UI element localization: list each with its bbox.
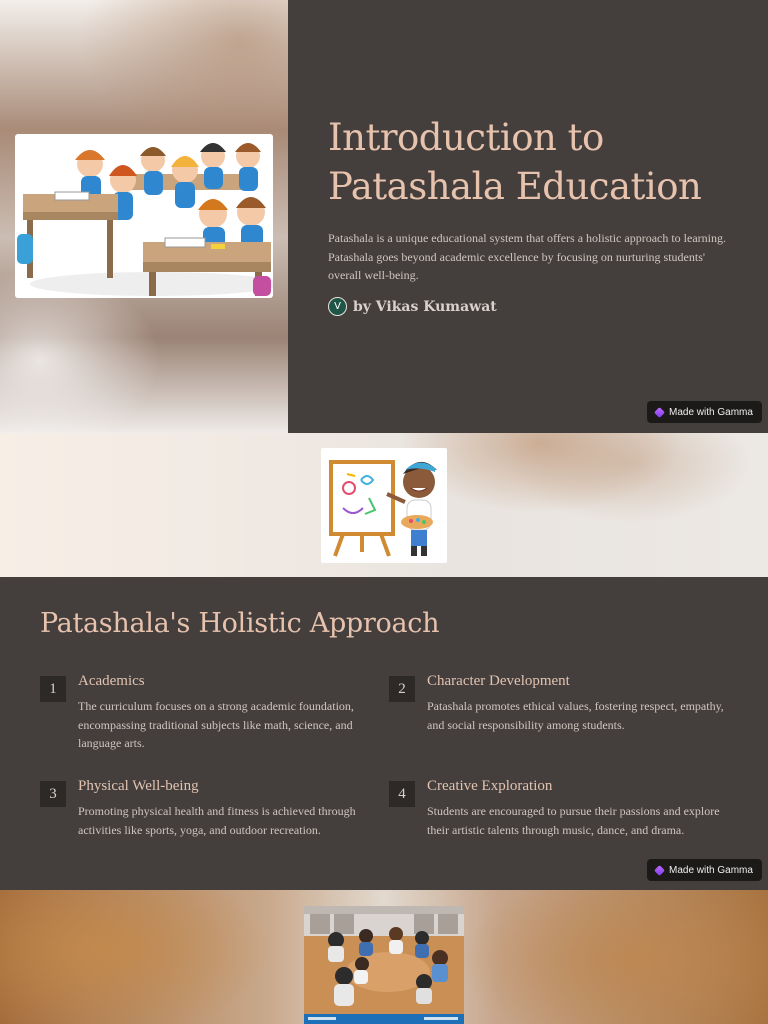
item-number: 3 [40, 781, 66, 807]
intro-side-panel [0, 0, 288, 433]
item-number: 1 [40, 676, 66, 702]
child-painting-easel-illustration [321, 448, 447, 563]
intro-description: Patashala is a unique educational system that offers a holistic approach to learning. Patashala goes beyond academic excellence by focusing on nurturing students' overall well-being. [328, 231, 726, 282]
children-sitting-circle-photo [304, 906, 464, 1024]
item-number: 2 [389, 676, 415, 702]
item-title: Creative Exploration [427, 778, 553, 794]
author-avatar: V [328, 297, 347, 316]
gamma-logo-icon [654, 407, 665, 418]
item-title: Character Development [427, 673, 570, 689]
gamma-logo-icon [654, 865, 665, 876]
slide-holistic-approach [0, 577, 768, 890]
item-number: 4 [389, 781, 415, 807]
approach-title: Patashala's Holistic Approach [40, 608, 440, 639]
item-title: Physical Well-being [78, 778, 199, 794]
slide-intro [0, 0, 768, 433]
item-description: The curriculum focuses on a strong academic foundation, encompassing traditional subjects like math, science, and language arts. [78, 699, 354, 750]
made-with-gamma-badge[interactable] [647, 859, 762, 881]
made-with-gamma-badge[interactable] [647, 401, 762, 423]
approach-banner [0, 433, 768, 577]
next-slide-banner [0, 890, 768, 1024]
author-name[interactable]: by Vikas Kumawat [353, 298, 497, 315]
badge-label: Made with Gamma [669, 406, 753, 418]
item-description: Promoting physical health and fitness is achieved through activities like sports, yoga, and outdoor recreation. [78, 804, 356, 837]
item-title: Academics [78, 673, 145, 689]
classroom-children-illustration [15, 134, 273, 298]
item-description: Students are encouraged to pursue their passions and explore their artistic talents through music, dance, and drama. [427, 804, 720, 837]
badge-label: Made with Gamma [669, 864, 753, 876]
author-byline [328, 297, 497, 316]
intro-title: Introduction to Patashala Education [328, 116, 702, 208]
item-description: Patashala promotes ethical values, fostering respect, empathy, and social responsibility among students. [427, 699, 724, 732]
